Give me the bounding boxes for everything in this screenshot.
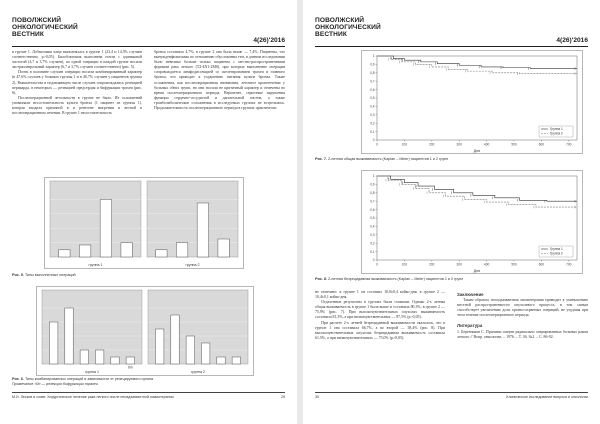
text-column-2 [457,290,588,340]
caption-text: Типы комбинированных операций в зависимости от резецируемого органа [24,377,154,381]
legend-entry: Группа 2 [550,131,563,136]
bar [79,245,90,257]
bar [218,239,229,257]
issue-number: 4(26)'2016 [253,37,285,44]
journal-line: ПОВОЛЖСКИЙ [315,17,365,24]
y-tick-label: 0,3 [370,113,375,117]
section-heading-literature: Литература [457,323,483,329]
paragraph: Почти в половине случаев операции носили комбинированный характер (в 47,6% случаев у больных группы 1 и в 40,7% случаев у пациентов группы 2). Вмешательства в подавляющем числе случаев сопровождались резекцией перикарда, в некоторых — резекцией предсердия и бифуркации трахеи (рис. 6). [12,70,142,95]
reference-item: 1. Березников С. Причины смерти радикально оперированных больных раком легкого // Вопр. онкологии. – 1976. – Т. 36, №2. – С. 86-92. [457,329,588,339]
y-tick-label: 0,9 [370,182,375,187]
axis-label: группа 2 [185,263,200,267]
journal-line: ПОВОЛЖСКИЙ [12,17,62,24]
bar [65,308,73,364]
axis-label: группа 1 [88,263,103,267]
y-tick-label: 0,6 [370,87,375,92]
bar [95,350,103,364]
issue-number: 4(26)'2016 [556,37,588,44]
caption-label: Рис. 6. [12,377,24,381]
bar [59,250,70,257]
caption-label: Рис. 5. [12,273,24,277]
bar [100,199,111,257]
y-tick-label: 1 [372,54,375,59]
x-tick-label: 300 [456,142,462,147]
figure-5-chart [44,177,244,269]
page-number: 29 [281,395,285,399]
x-tick-label: 700 [566,142,572,147]
paragraph: бронха составила 4,7%, в группе 2 она была выше — 7,4%. Пациенты, что вынужденфиэктомия по отношению обусловлены тем, в данном исследовании было невелико больше только пациенты с местно-распространенными формами рака легкого (T2-4N1-2M0), при которых выполнение операции сопровождается лимфодиссекцией со скелетированием трахеи и главного бронха, что приводит к ухудшению питания культи бронха. Также осложнения, как послеоперационная пневмония, легочное кровотечение у больных обеих групп, но они носили не критичный характер и отмечены во время послеоперационного периода. Вероятнее, серьезные нарушения функции сердечно-сосудистой и дыхательной систем, а также тромбоэмболические осложнения в исследуемых группах не встречались. Продолжительность послеоперационного периода в группах практически [154,50,285,111]
text-column-1 [315,290,445,341]
y-tick-label: 0,4 [370,224,375,229]
x-tick-label: 500 [511,262,517,267]
y-tick-label: 0,4 [370,104,375,109]
tick-label: б/п [127,365,133,370]
bar [217,357,225,364]
legend-entry: Группа 2 [550,251,563,256]
caption-label: Рис. 8. [315,277,327,281]
figure-6-caption [12,377,287,386]
y-tick-label: 0,8 [370,191,375,195]
left-page [0,0,297,424]
figure-8 [361,170,583,274]
bar [232,357,240,364]
y-tick-label: 0,5 [370,216,375,221]
bar [111,357,119,364]
x-tick-label: 600 [538,142,545,147]
paragraph: При расчете 2-х летней безрецидивной выживаемости оказалось, что в группе 1 она составила 66,7%, а во второй — 58,4% (рис. 8). При высокочувствительных опухолях безрецидивная выживаемость составила 61,5%, а при низкочувствительных — 75,0% (p>0,05). [315,320,445,340]
caption-text: Типы выполненных операций [24,273,76,277]
right-page [303,0,600,424]
figure-8-caption [315,277,590,282]
paragraph: Отдаленные результаты в группах были схожими. Однако 2-х летняя общая выживаемость в группе 1 была выше и составила 80,3%, в группе 2 — 75,9% (рис. 7). При высокочувствительных опухолях выживаемость составила 81,3%, а при низкочувствительных — 87,5% (p>0,05). [315,300,445,320]
paragraph: в группе 1. Лобэктомия чаще выполнялась в группе 1 (23,4 и 14,5% случаев соответственно, p>0,05). Билобэктомия выполнена почти с одинаковой частотой (4,7 и 3,7% случаев), по одной операции в каждой группе носили экстраплевральный характер (6,7 и 3,7% случаев соответственно) (рис. 5). [12,50,142,70]
paragraph: Послеоперационной летальности в группе не было. Из осложнений упоминали несостоятельность культи бронха (1 пациент из группы 1), которая входила причиной в и рентгене мигрении и весной в послеоперационном лечении. В группе 1 несостоятельность [12,95,142,116]
y-tick-label: 0,9 [370,62,375,67]
x-axis-label: Дни [473,269,481,273]
y-tick-label: 1 [372,174,375,179]
x-tick-label: 0 [376,262,378,267]
x-tick-label: 300 [456,262,462,267]
journal-line: ОНКОЛОГИЧЕСКИЙ [315,24,381,32]
bar [186,336,194,364]
figure-5 [44,177,244,269]
bar [126,357,134,364]
y-tick-label: 0,2 [370,241,375,246]
bar [121,243,132,257]
x-tick-label: 200 [429,142,435,147]
section-heading-conclusion: Заключение [457,292,484,297]
page-number: 30 [315,395,319,399]
x-tick-label: 700 [566,262,572,267]
x-tick-label: 400 [483,262,490,267]
figure-6 [36,286,254,376]
figure-6-chart [36,286,254,376]
y-tick-label: 0,7 [370,79,375,84]
footer-rule [12,392,285,393]
figure-7-caption [315,157,590,162]
legend-entry: Группа 1 [550,127,563,131]
bar [171,315,179,364]
x-tick-label: 200 [429,262,435,267]
caption-text: 2-летняя безрецидивная выживаемость (Kaplan – Meier) пациентов 1 и 2 групп [327,277,464,281]
journal-title [12,17,78,39]
header-rule [12,46,285,47]
journal-line: ВЕСТНИК [315,31,348,39]
x-tick-label: 0 [376,142,378,147]
y-tick-label: 0 [372,258,375,263]
x-tick-label: 100 [401,142,408,147]
bar [156,250,167,257]
bar [197,203,208,257]
figure-8-chart [361,170,583,274]
y-tick-label: 0,2 [370,121,375,126]
journal-title [315,17,381,39]
y-tick-label: 0,3 [370,233,375,237]
text-column-1 [12,50,142,116]
x-tick-label: 500 [511,142,517,147]
legend-entry: Группа 1 [550,247,563,251]
figure-5-caption [12,273,282,278]
axis-label: группа 1 [85,370,99,374]
caption-note: Примечание: б/п — резекция бифуркации трахеи [12,381,98,386]
bar [80,350,88,364]
bar [155,329,163,364]
x-axis-label: Дни [473,149,481,153]
paragraph: не отмечено: в группе 1 он составил 10,0±0,4 койко-дня, в группе 2 — 10,4±0,1 койко-дня. [315,290,445,300]
y-tick-label: 0,7 [370,199,375,204]
journal-line: ВЕСТНИК [12,31,45,39]
y-tick-label: 0,1 [370,249,375,254]
bar [176,243,187,257]
axis-label: группа 2 [191,370,205,374]
x-tick-label: 100 [401,262,408,267]
bar [49,322,57,364]
figure-7-chart [361,50,583,154]
header-rule [315,46,588,47]
journal-line: ОНКОЛОГИЧЕСКИЙ [12,24,78,32]
y-tick-label: 0 [372,138,375,143]
x-tick-label: 400 [483,142,490,147]
y-tick-label: 0,8 [370,71,375,75]
paragraph: Таким образом, неоадъювантная химиотерапия приводит к уменьшению местной распространенности опухолевого процесса, в том самым способствует увеличению доли органосохранных операций, не ухудшая при этом течение послеоперационного периода. [457,298,588,318]
caption-label: Рис. 7. [315,157,327,161]
y-tick-label: 0,5 [370,96,375,101]
running-footer: Клиническое исследование вопроса и онкологии [506,395,588,399]
figure-7 [361,50,583,154]
text-column-2 [154,50,285,111]
x-tick-label: 600 [538,262,545,267]
footer-rule [315,392,588,393]
running-footer: М.И. Лесков и соавт. Хирургическое лечение рака легкого после неоадъювантной химиотерапии [12,395,174,399]
y-tick-label: 0,6 [370,207,375,212]
bar [201,343,209,364]
y-tick-label: 0,1 [370,129,375,134]
caption-text: 2-летняя общая выживаемость (Kaplan – Meier) пациентов 1 и 2 групп [327,157,449,161]
